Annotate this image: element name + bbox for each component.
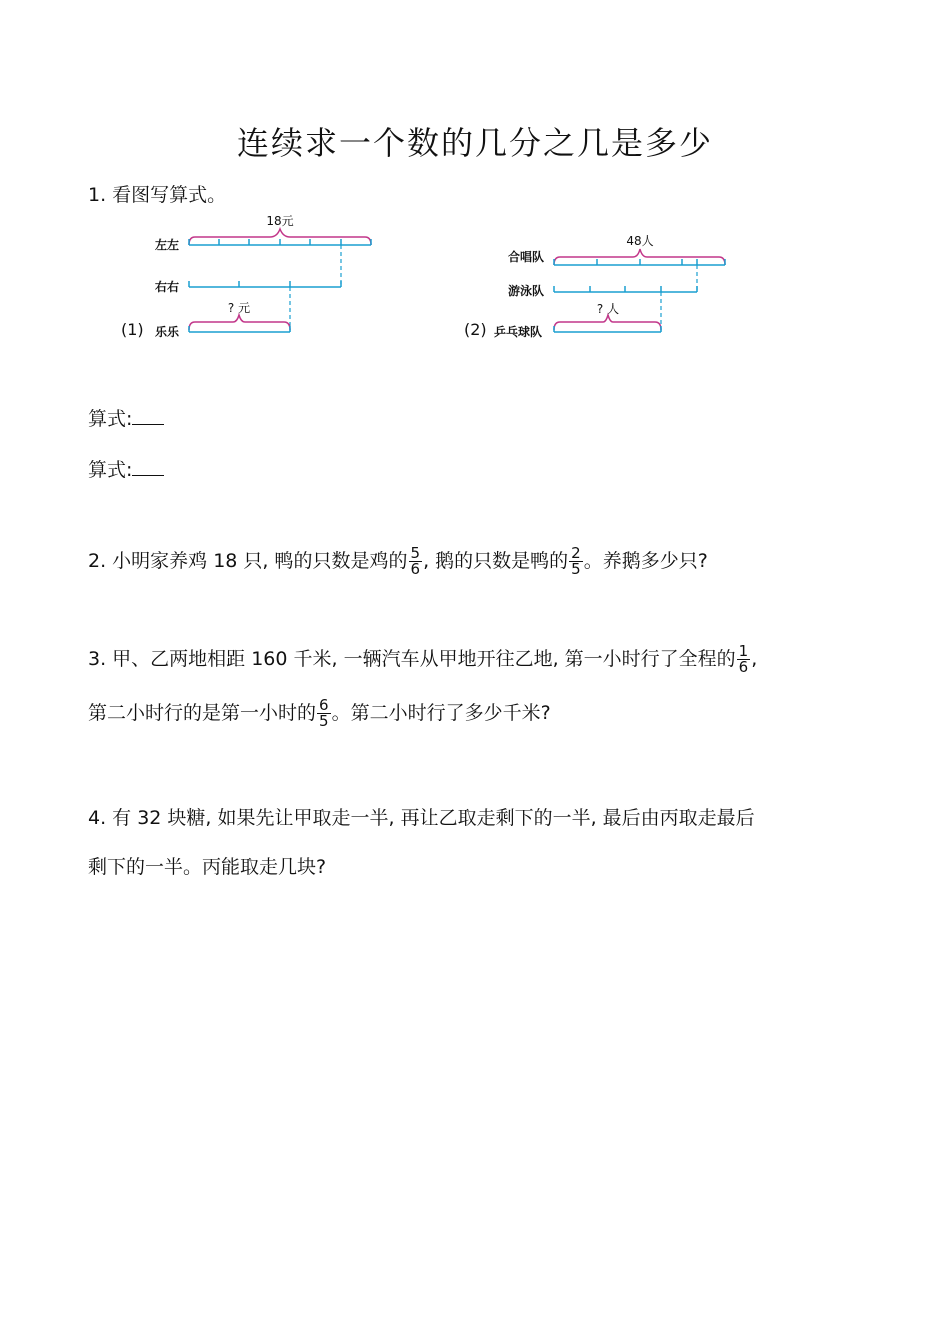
row2-label-2: 游泳队: [508, 284, 545, 298]
top-value-2: 48人: [626, 234, 654, 248]
fraction-5-6: $\frac{5}{6}$: [410, 544, 421, 578]
row1-label-1: 左左: [155, 238, 180, 252]
answer-line-2: [88, 455, 164, 482]
brace-question-2: [554, 315, 661, 330]
answer-line-1: [88, 404, 164, 431]
brace-question-1: [189, 315, 290, 330]
question-3-line-1: 3. 甲、乙两地相距 160 千米, 一辆汽车从甲地开往乙地, 第一小时行了全程的 $\frac{1}{6}$ ,: [88, 642, 758, 676]
answer-blank-2[interactable]: [132, 459, 164, 476]
part-label-2: (2): [464, 320, 487, 339]
answer-blank-1[interactable]: [132, 408, 164, 425]
row3-label-1: 乐乐: [155, 325, 180, 339]
fraction-2-5: $\frac{2}{5}$: [571, 544, 581, 578]
row2-label-1: 右右: [155, 280, 180, 294]
diagram-2: [460, 225, 750, 345]
q1-label: 1. 看图写算式。: [88, 184, 227, 206]
fraction-1-6: $\frac{1}{6}$: [738, 642, 749, 676]
question-4-line-1: 4. 有 32 块糖, 如果先让甲取走一半, 再让乙取走剩下的一半, 最后由丙取走最后: [88, 807, 755, 829]
answer-label-1: 算式:: [88, 408, 133, 430]
diagram-1: [115, 205, 395, 345]
question-2: 2. 小明家养鸡 18 只, 鸭的只数是鸡的 $\frac{5}{6}$ , 鹅的只数是鸭的 $\frac{2}{5}$ 。养鹅多少只?: [88, 544, 708, 578]
question-4-line-2: 剩下的一半。丙能取走几块?: [88, 856, 327, 878]
part-label-1: (1): [121, 320, 144, 339]
row1-label-2: 合唱队: [508, 250, 545, 264]
question-3-line-2: 第二小时行的是第一小时的 $\frac{6}{5}$ 。第二小时行了多少千米?: [88, 696, 551, 730]
question-value-2: ? 人: [596, 302, 620, 316]
page-title: 连续求一个数的几分之几是多少: [236, 124, 713, 162]
answer-label-2: 算式:: [88, 459, 133, 481]
top-value-1: 18元: [266, 214, 294, 228]
fraction-6-5: $\frac{6}{5}$: [319, 696, 329, 730]
row3-label-2: 乒乓球队: [494, 325, 543, 339]
question-value-1: ? 元: [227, 301, 251, 315]
